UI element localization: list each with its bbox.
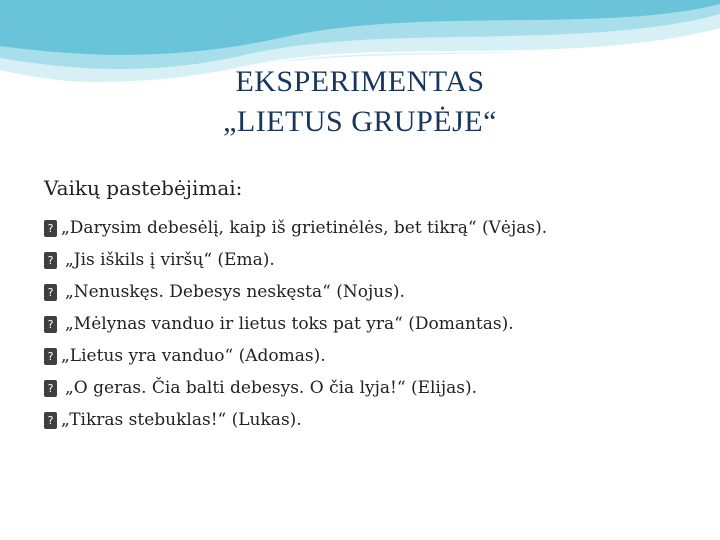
quote-text: „Lietus yra vanduo“ (Adomas). xyxy=(61,346,326,366)
quote-text: „Tikras stebuklas!“ (Lukas). xyxy=(61,410,302,430)
bullet-icon: ? xyxy=(44,316,57,333)
bullet-icon: ? xyxy=(44,380,57,397)
slide-title xyxy=(0,62,720,142)
bullet-icon: ? xyxy=(44,348,57,365)
quote-text: „Nenuskęs. Debesys neskęsta“ (Nojus). xyxy=(65,282,405,302)
quote-text: „Darysim debesėlį, kaip iš grietinėlės, bet tikrą“ (Vėjas). xyxy=(61,218,548,238)
quote-item xyxy=(44,276,694,308)
quote-text: „O geras. Čia balti debesys. O čia lyja!“ (Elijas). xyxy=(65,378,478,398)
quote-item xyxy=(44,404,694,436)
bullet-icon: ? xyxy=(44,252,57,269)
quote-item xyxy=(44,244,694,276)
quote-text: „Mėlynas vanduo ir lietus toks pat yra“ (Domantas). xyxy=(65,314,514,334)
bullet-icon: ? xyxy=(44,284,57,301)
quote-item xyxy=(44,308,694,340)
quote-text: „Jis iškils į viršų“ (Ema). xyxy=(65,250,275,270)
bullet-icon: ? xyxy=(44,220,57,237)
bullet-icon: ? xyxy=(44,412,57,429)
observations-heading: Vaikų pastebėjimai: xyxy=(44,176,243,200)
quote-item xyxy=(44,212,694,244)
slide-body xyxy=(44,174,694,436)
title-line-2: „LIETUS GRUPĖJE“ xyxy=(223,105,497,138)
title-line-1: EKSPERIMENTAS xyxy=(235,65,485,98)
quote-item xyxy=(44,372,694,404)
quote-item xyxy=(44,340,694,372)
